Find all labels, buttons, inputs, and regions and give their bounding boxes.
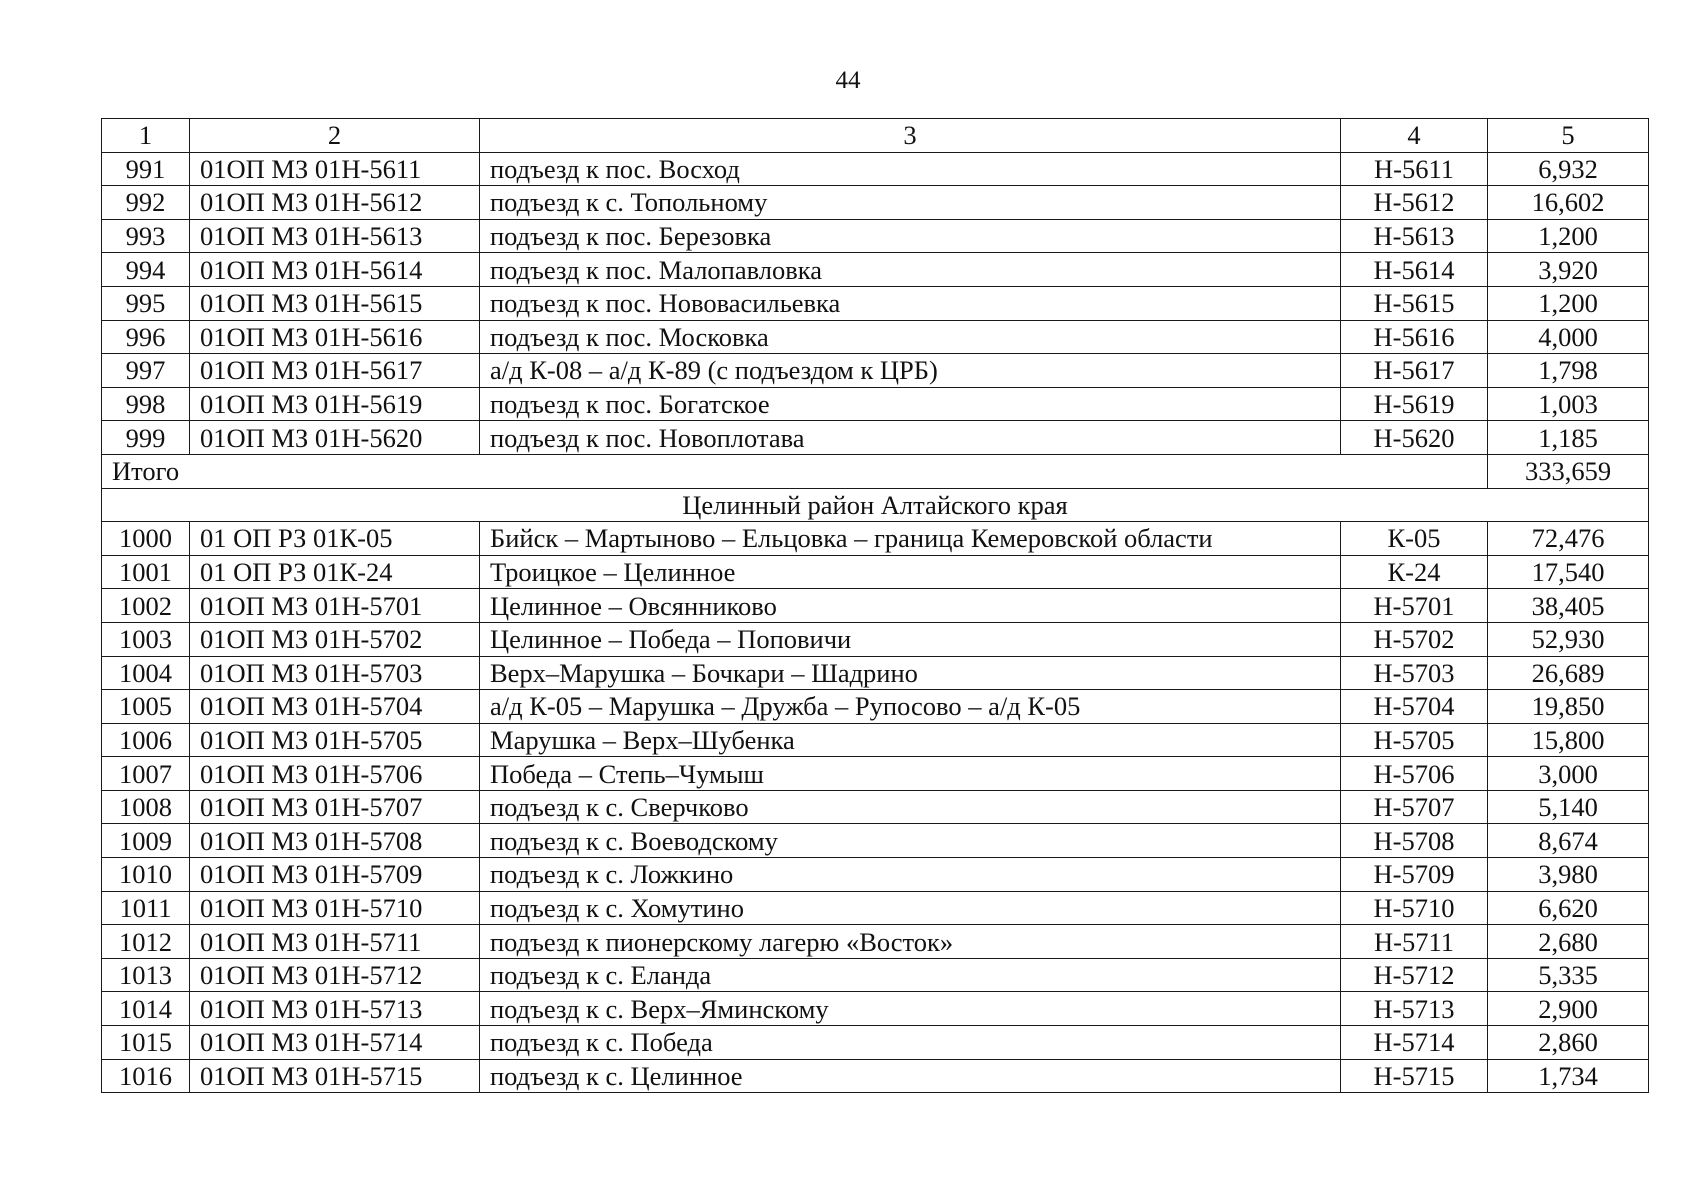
road-index: Н-5620 xyxy=(1341,421,1488,455)
road-code: 01ОП МЗ 01Н-5619 xyxy=(190,387,480,421)
header-cell: 4 xyxy=(1341,119,1488,153)
section-title: Целинный район Алтайского края xyxy=(102,488,1649,522)
total-value: 333,659 xyxy=(1488,454,1649,488)
table-row xyxy=(102,757,1649,791)
road-length: 5,140 xyxy=(1488,790,1649,824)
table-header-row xyxy=(102,119,1649,153)
road-length: 4,000 xyxy=(1488,320,1649,354)
road-index: Н-5614 xyxy=(1341,253,1488,287)
road-code: 01ОП МЗ 01Н-5704 xyxy=(190,690,480,724)
road-index: Н-5703 xyxy=(1341,656,1488,690)
row-number: 1007 xyxy=(102,757,190,791)
table-row xyxy=(102,354,1649,388)
road-code: 01ОП МЗ 01Н-5714 xyxy=(190,1026,480,1060)
road-index: Н-5702 xyxy=(1341,622,1488,656)
road-name: подъезд к пос. Восход xyxy=(480,152,1341,186)
total-label: Итого xyxy=(102,454,1488,488)
road-name: подъезд к с. Победа xyxy=(480,1026,1341,1060)
table-row xyxy=(102,1059,1649,1093)
road-index: Н-5714 xyxy=(1341,1026,1488,1060)
row-number: 1009 xyxy=(102,824,190,858)
road-length: 1,200 xyxy=(1488,286,1649,320)
road-length: 38,405 xyxy=(1488,589,1649,623)
road-length: 1,185 xyxy=(1488,421,1649,455)
header-cell: 2 xyxy=(190,119,480,153)
road-length: 2,900 xyxy=(1488,992,1649,1026)
road-index: Н-5710 xyxy=(1341,891,1488,925)
road-code: 01ОП МЗ 01Н-5705 xyxy=(190,723,480,757)
table-row xyxy=(102,421,1649,455)
row-number: 1010 xyxy=(102,858,190,892)
road-index: Н-5708 xyxy=(1341,824,1488,858)
row-number: 1001 xyxy=(102,555,190,589)
road-length: 26,689 xyxy=(1488,656,1649,690)
road-index: Н-5705 xyxy=(1341,723,1488,757)
road-index: Н-5611 xyxy=(1341,152,1488,186)
road-index: Н-5711 xyxy=(1341,925,1488,959)
road-index: Н-5616 xyxy=(1341,320,1488,354)
road-length: 5,335 xyxy=(1488,958,1649,992)
table-row xyxy=(102,958,1649,992)
road-name: а/д К-05 – Марушка – Дружба – Рупосово – а/д К-05 xyxy=(480,690,1341,724)
row-number: 1014 xyxy=(102,992,190,1026)
road-code: 01 ОП РЗ 01К-05 xyxy=(190,522,480,556)
header-cell: 5 xyxy=(1488,119,1649,153)
table-row xyxy=(102,622,1649,656)
road-name: Марушка – Верх–Шубенка xyxy=(480,723,1341,757)
road-name: Троицкое – Целинное xyxy=(480,555,1341,589)
road-length: 1,003 xyxy=(1488,387,1649,421)
row-number: 1008 xyxy=(102,790,190,824)
road-name: а/д К-08 – а/д К-89 (с подъездом к ЦРБ) xyxy=(480,354,1341,388)
road-index: Н-5613 xyxy=(1341,219,1488,253)
road-index: Н-5617 xyxy=(1341,354,1488,388)
road-length: 6,932 xyxy=(1488,152,1649,186)
road-index: Н-5704 xyxy=(1341,690,1488,724)
road-index: Н-5715 xyxy=(1341,1059,1488,1093)
table-row xyxy=(102,589,1649,623)
road-index: Н-5706 xyxy=(1341,757,1488,791)
table-row xyxy=(102,555,1649,589)
roads-table-body xyxy=(102,119,1649,1093)
road-name: подъезд к с. Ложкино xyxy=(480,858,1341,892)
road-index: Н-5707 xyxy=(1341,790,1488,824)
row-number: 1013 xyxy=(102,958,190,992)
row-number: 993 xyxy=(102,219,190,253)
road-index: Н-5619 xyxy=(1341,387,1488,421)
road-name: подъезд к с. Сверчково xyxy=(480,790,1341,824)
row-number: 995 xyxy=(102,286,190,320)
row-number: 997 xyxy=(102,354,190,388)
road-length: 1,734 xyxy=(1488,1059,1649,1093)
road-name: Бийск – Мартыново – Ельцовка – граница Кемеровской области xyxy=(480,522,1341,556)
road-length: 2,860 xyxy=(1488,1026,1649,1060)
road-length: 2,680 xyxy=(1488,925,1649,959)
table-row xyxy=(102,522,1649,556)
road-code: 01ОП МЗ 01Н-5712 xyxy=(190,958,480,992)
road-index: К-24 xyxy=(1341,555,1488,589)
road-index: Н-5713 xyxy=(1341,992,1488,1026)
road-code: 01ОП МЗ 01Н-5617 xyxy=(190,354,480,388)
road-length: 72,476 xyxy=(1488,522,1649,556)
row-number: 998 xyxy=(102,387,190,421)
road-code: 01ОП МЗ 01Н-5711 xyxy=(190,925,480,959)
road-index: Н-5701 xyxy=(1341,589,1488,623)
row-number: 1002 xyxy=(102,589,190,623)
row-number: 991 xyxy=(102,152,190,186)
road-name: подъезд к с. Воеводскому xyxy=(480,824,1341,858)
road-name: подъезд к пос. Новоплотава xyxy=(480,421,1341,455)
roads-table xyxy=(101,118,1649,1093)
road-code: 01ОП МЗ 01Н-5713 xyxy=(190,992,480,1026)
road-name: Целинное – Овсянниково xyxy=(480,589,1341,623)
table-row xyxy=(102,891,1649,925)
road-code: 01 ОП РЗ 01К-24 xyxy=(190,555,480,589)
row-number: 996 xyxy=(102,320,190,354)
road-code: 01ОП МЗ 01Н-5715 xyxy=(190,1059,480,1093)
road-length: 3,980 xyxy=(1488,858,1649,892)
road-length: 19,850 xyxy=(1488,690,1649,724)
road-name: подъезд к с. Верх–Яминскому xyxy=(480,992,1341,1026)
road-length: 52,930 xyxy=(1488,622,1649,656)
row-number: 1015 xyxy=(102,1026,190,1060)
road-index: Н-5615 xyxy=(1341,286,1488,320)
road-length: 6,620 xyxy=(1488,891,1649,925)
road-name: подъезд к с. Целинное xyxy=(480,1059,1341,1093)
road-name: подъезд к с. Еланда xyxy=(480,958,1341,992)
road-name: подъезд к пос. Богатское xyxy=(480,387,1341,421)
table-row xyxy=(102,253,1649,287)
row-number: 1012 xyxy=(102,925,190,959)
row-number: 994 xyxy=(102,253,190,287)
page-number: 44 xyxy=(835,67,861,94)
table-row xyxy=(102,387,1649,421)
header-cell: 1 xyxy=(102,119,190,153)
road-code: 01ОП МЗ 01Н-5612 xyxy=(190,186,480,220)
road-length: 15,800 xyxy=(1488,723,1649,757)
table-row xyxy=(102,690,1649,724)
road-name: подъезд к пос. Березовка xyxy=(480,219,1341,253)
road-name: подъезд к пос. Московка xyxy=(480,320,1341,354)
road-length: 3,000 xyxy=(1488,757,1649,791)
road-code: 01ОП МЗ 01Н-5613 xyxy=(190,219,480,253)
road-code: 01ОП МЗ 01Н-5616 xyxy=(190,320,480,354)
table-row xyxy=(102,790,1649,824)
row-number: 1011 xyxy=(102,891,190,925)
road-index: Н-5712 xyxy=(1341,958,1488,992)
road-name: подъезд к пионерскому лагерю «Восток» xyxy=(480,925,1341,959)
road-name: подъезд к с. Хомутино xyxy=(480,891,1341,925)
row-number: 999 xyxy=(102,421,190,455)
road-name: Победа – Степь–Чумыш xyxy=(480,757,1341,791)
table-row xyxy=(102,858,1649,892)
road-index: Н-5709 xyxy=(1341,858,1488,892)
road-length: 16,602 xyxy=(1488,186,1649,220)
header-cell: 3 xyxy=(480,119,1341,153)
road-code: 01ОП МЗ 01Н-5620 xyxy=(190,421,480,455)
road-length: 8,674 xyxy=(1488,824,1649,858)
road-code: 01ОП МЗ 01Н-5703 xyxy=(190,656,480,690)
table-row xyxy=(102,286,1649,320)
row-number: 1006 xyxy=(102,723,190,757)
road-length: 1,200 xyxy=(1488,219,1649,253)
road-length: 1,798 xyxy=(1488,354,1649,388)
table-row xyxy=(102,320,1649,354)
table-row xyxy=(102,723,1649,757)
table-row xyxy=(102,925,1649,959)
table-row xyxy=(102,656,1649,690)
road-length: 3,920 xyxy=(1488,253,1649,287)
road-length: 17,540 xyxy=(1488,555,1649,589)
road-code: 01ОП МЗ 01Н-5702 xyxy=(190,622,480,656)
road-name: подъезд к с. Топольному xyxy=(480,186,1341,220)
table-row xyxy=(102,152,1649,186)
road-name: Целинное – Победа – Поповичи xyxy=(480,622,1341,656)
table-row xyxy=(102,186,1649,220)
road-code: 01ОП МЗ 01Н-5706 xyxy=(190,757,480,791)
road-code: 01ОП МЗ 01Н-5709 xyxy=(190,858,480,892)
row-number: 1003 xyxy=(102,622,190,656)
section-row xyxy=(102,488,1649,522)
road-index: К-05 xyxy=(1341,522,1488,556)
road-code: 01ОП МЗ 01Н-5615 xyxy=(190,286,480,320)
row-number: 992 xyxy=(102,186,190,220)
row-number: 1000 xyxy=(102,522,190,556)
road-code: 01ОП МЗ 01Н-5707 xyxy=(190,790,480,824)
table-row xyxy=(102,992,1649,1026)
road-code: 01ОП МЗ 01Н-5614 xyxy=(190,253,480,287)
road-code: 01ОП МЗ 01Н-5710 xyxy=(190,891,480,925)
road-index: Н-5612 xyxy=(1341,186,1488,220)
road-name: Верх–Марушка – Бочкари – Шадрино xyxy=(480,656,1341,690)
row-number: 1004 xyxy=(102,656,190,690)
row-number: 1016 xyxy=(102,1059,190,1093)
table-row xyxy=(102,219,1649,253)
road-name: подъезд к пос. Нововасильевка xyxy=(480,286,1341,320)
road-code: 01ОП МЗ 01Н-5708 xyxy=(190,824,480,858)
table-row xyxy=(102,824,1649,858)
road-code: 01ОП МЗ 01Н-5701 xyxy=(190,589,480,623)
row-number: 1005 xyxy=(102,690,190,724)
table-row xyxy=(102,1026,1649,1060)
road-name: подъезд к пос. Малопавловка xyxy=(480,253,1341,287)
total-row xyxy=(102,454,1649,488)
road-code: 01ОП МЗ 01Н-5611 xyxy=(190,152,480,186)
